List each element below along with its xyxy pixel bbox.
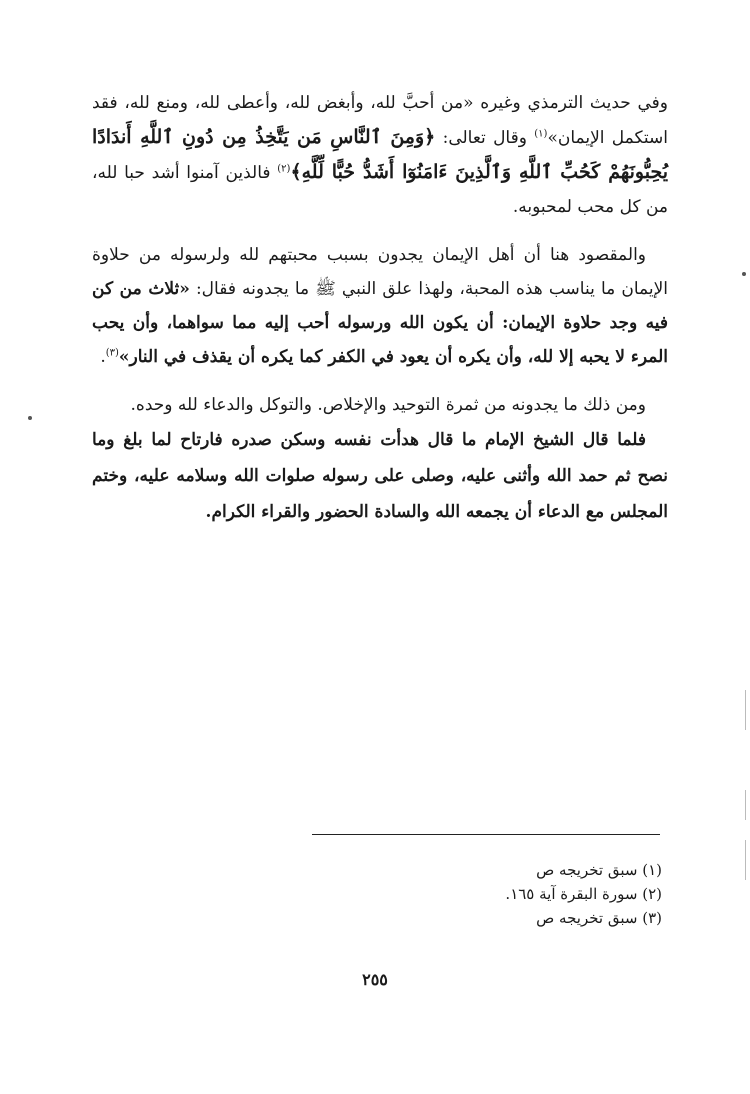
footnote-ref-2: (٢) xyxy=(277,163,291,175)
paragraph-1 xyxy=(92,86,668,224)
margin-dot xyxy=(742,272,746,276)
paragraph-3-text: ومن ذلك ما يجدونه من ثمرة التوحيد والإخلاص. والتوكل والدعاء لله وحده. xyxy=(130,395,646,415)
scan-edge-mark xyxy=(745,790,746,820)
margin-dot xyxy=(28,416,32,420)
footnote-2: (٢) سورة البقرة آية ١٦٥. xyxy=(505,885,662,903)
footnote-ref-1: (١) xyxy=(534,128,548,140)
scan-edge-mark xyxy=(745,840,746,880)
page-number: ٢٥٥ xyxy=(362,970,388,989)
paragraph-2-text-1: والمقصود هنا أن أهل الإيمان يجدون بسبب محبتهم لله ولرسوله من حلاوة الإيمان ما يناسب هذه المحبة، ولهذا علق النبي ﷺ ما يجدونه فقال: xyxy=(92,245,668,299)
paragraph-1-text-1: وفي حديث الترمذي وغيره «من أحبَّ لله، وأبغض لله، وأعطى لله، ومنع لله، فقد استكمل الإيمان» xyxy=(92,93,668,148)
paragraph-3 xyxy=(92,388,668,422)
main-text xyxy=(92,86,668,530)
paragraph-4 xyxy=(92,422,668,530)
footnotes xyxy=(300,858,662,930)
footnote-3: (٣) سبق تخريجه ص xyxy=(536,909,662,927)
footnote-divider xyxy=(312,834,660,835)
footnote-1: (١) سبق تخريجه ص xyxy=(536,861,662,879)
paragraph-1-text-3: فالذين آمنوا أشد حبا لله، من كل محب لمحبوبه. xyxy=(92,163,668,217)
paragraph-1-text-2: وقال تعالى: xyxy=(435,128,535,148)
paragraph-2 xyxy=(92,238,668,374)
paragraph-2-text-2: . xyxy=(100,347,106,367)
footnote-ref-3: (٣) xyxy=(105,347,119,359)
paragraph-4-text: فلما قال الشيخ الإمام ما قال هدأت نفسه وسكن صدره فارتاح لما بلغ وما نصح ثم حمد الله وأثنى عليه، وصلى على رسوله صلوات الله وسلامه عليه، وختم المجلس مع الدعاء أن يجمعه الله والسادة الحضور والقراء الكرام. xyxy=(92,430,668,522)
scan-edge-mark xyxy=(745,690,746,730)
quran-verse: ﴿وَمِنَ ٱلنَّاسِ مَن يَتَّخِذُ مِن دُونِ ٱللَّهِ أَندَادًا يُحِبُّونَهُمْ كَحُبِّ ٱللَّهِ وَٱلَّذِينَ ءَامَنُوٓا أَشَدُّ حُبًّا لِّلَّهِ﴾ xyxy=(92,126,668,183)
hadith-quote: «ثلاث من كن فيه وجد حلاوة الإيمان: أن يكون الله ورسوله أحب إليه مما سواهما، وأن يحب المرء لا يحبه إلا لله، وأن يكره أن يعود في الكفر كما يكره أن يقذف في النار» xyxy=(92,279,668,367)
